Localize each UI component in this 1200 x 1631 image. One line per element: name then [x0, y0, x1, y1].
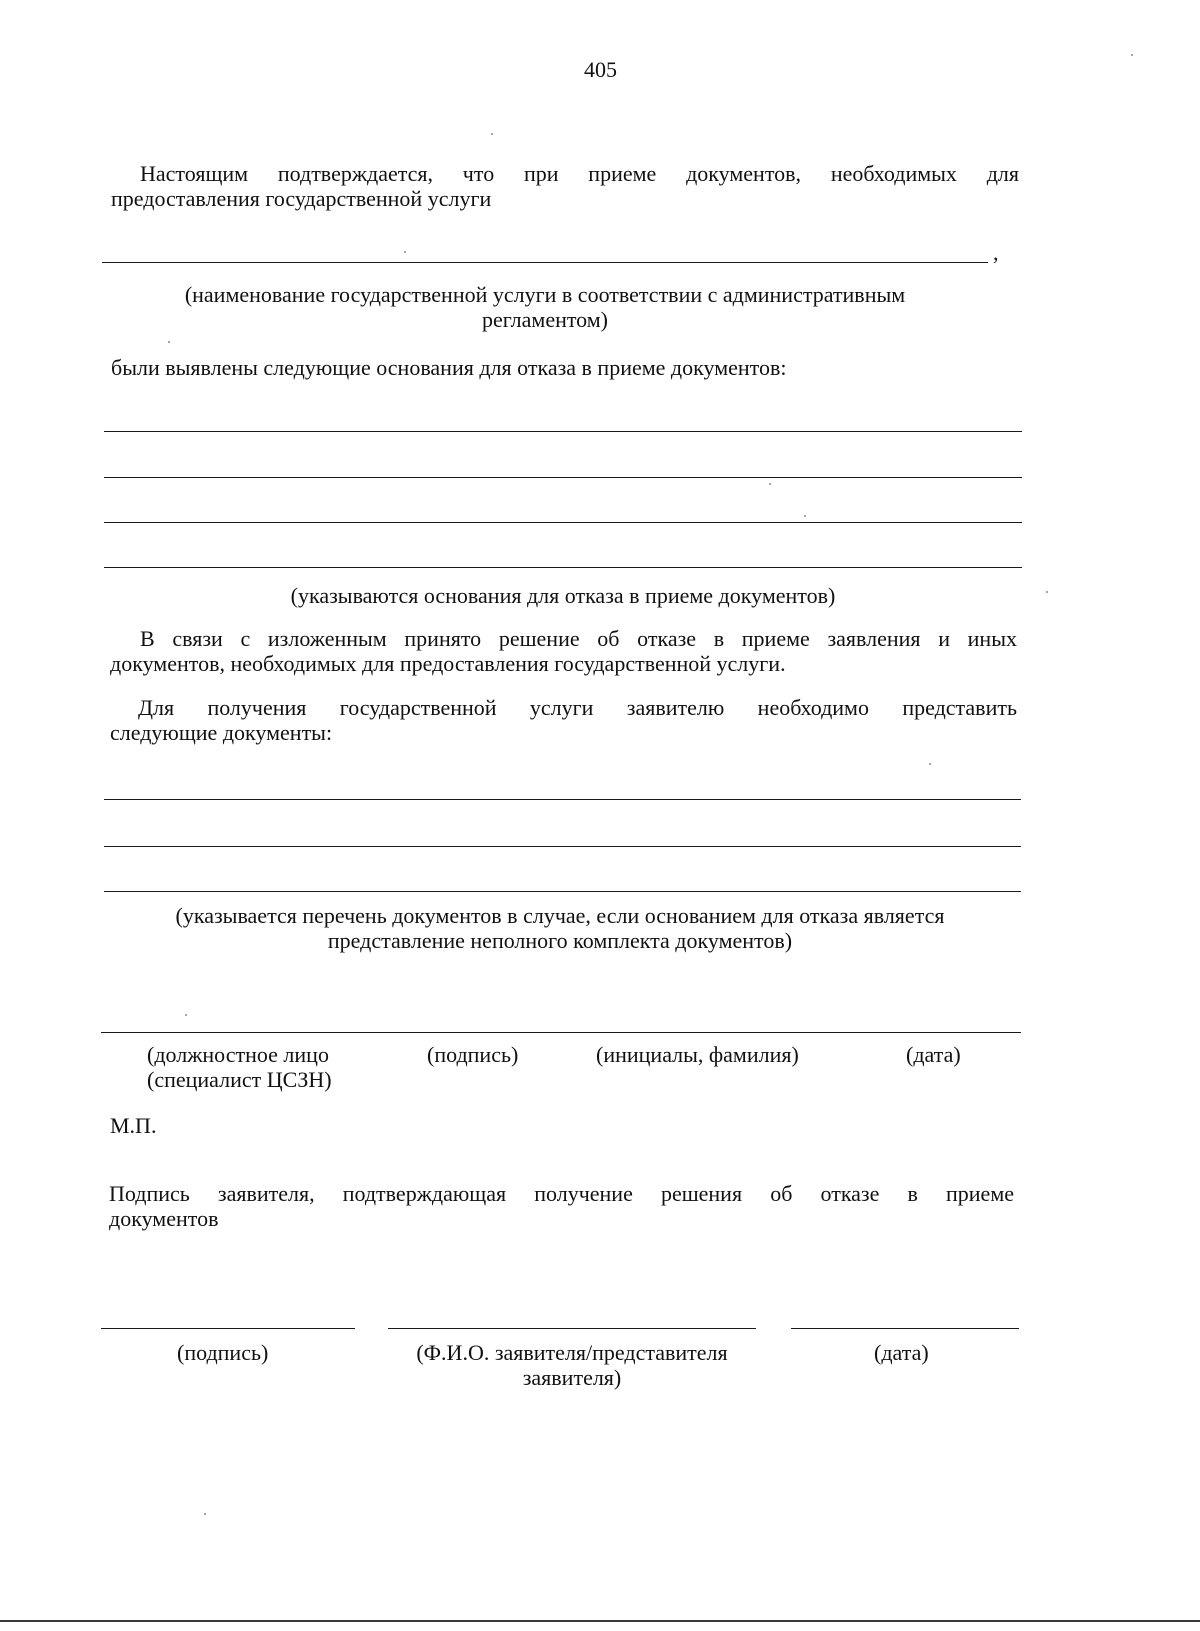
official-signature-label: (подпись): [427, 1042, 519, 1067]
official-name-label: (инициалы, фамилия): [596, 1042, 799, 1067]
scan-speck: [804, 515, 806, 517]
service-name-trailing-comma: ,: [993, 240, 999, 265]
scan-speck: [185, 1014, 187, 1016]
docs-caption-line-2: представление неполного комплекта документов): [327, 928, 793, 953]
grounds-line-4: [104, 567, 1022, 568]
applicant-date-label: (дата): [874, 1340, 929, 1365]
grounds-intro: были выявлены следующие основания для отказа в приеме документов:: [111, 355, 787, 380]
applicant-name-line: [388, 1328, 756, 1329]
decision-line-2: документов, необходимых для предоставления государственной услуги.: [110, 651, 786, 676]
decision-line-1: В связи с изложенным принято решение об отказе в приеме заявления и иных: [140, 626, 1017, 651]
stamp-place: М.П.: [110, 1113, 157, 1138]
scan-speck: [491, 133, 493, 135]
scan-speck: [1046, 591, 1048, 593]
official-signature-line: [101, 1032, 1021, 1033]
docs-caption-line-1: (указывается перечень документов в случае, если основанием для отказа является: [175, 903, 945, 928]
service-name-caption-line-1: (наименование государственной услуги в соответствии с административным: [184, 282, 906, 307]
official-date-label: (дата): [906, 1042, 961, 1067]
applicant-name-label-line-2: заявителя): [522, 1365, 622, 1390]
grounds-line-1: [104, 431, 1022, 432]
scan-speck: [929, 763, 931, 765]
scan-speck: [204, 1513, 206, 1515]
applicant-statement-line-1: Подпись заявителя, подтверждающая получение решения об отказе в приеме: [109, 1181, 1014, 1206]
intro-line-2: предоставления государственной услуги: [111, 186, 492, 211]
intro-line-1: Настоящим подтверждается, что при приеме документов, необходимых для: [140, 161, 1019, 186]
scan-speck: [1131, 54, 1133, 56]
grounds-line-2: [104, 477, 1022, 478]
grounds-caption: (указываются основания для отказа в приеме документов): [290, 583, 836, 608]
page-number: 405: [584, 57, 617, 82]
applicant-name-label-line-1: (Ф.И.О. заявителя/представителя: [416, 1340, 728, 1365]
scan-speck: [404, 251, 406, 253]
scan-bottom-edge: [0, 1620, 1200, 1622]
required-docs-line-2: следующие документы:: [110, 720, 333, 745]
service-name-caption-line-2: регламентом): [481, 307, 609, 332]
official-position-line-1: (должностное лицо: [147, 1042, 329, 1067]
scan-speck: [769, 483, 771, 485]
applicant-statement-line-2: документов: [109, 1206, 219, 1231]
docs-line-3: [104, 891, 1021, 892]
service-name-field-line: [102, 262, 988, 263]
applicant-signature-label: (подпись): [177, 1340, 269, 1365]
grounds-line-3: [104, 522, 1022, 523]
applicant-date-line: [791, 1328, 1019, 1329]
docs-line-1: [104, 799, 1021, 800]
official-position-line-2: (специалист ЦСЗН): [147, 1067, 332, 1092]
required-docs-line-1: Для получения государственной услуги заявителю необходимо представить: [138, 695, 1017, 720]
scan-speck: [168, 341, 170, 343]
applicant-signature-line: [101, 1328, 355, 1329]
docs-line-2: [104, 846, 1021, 847]
